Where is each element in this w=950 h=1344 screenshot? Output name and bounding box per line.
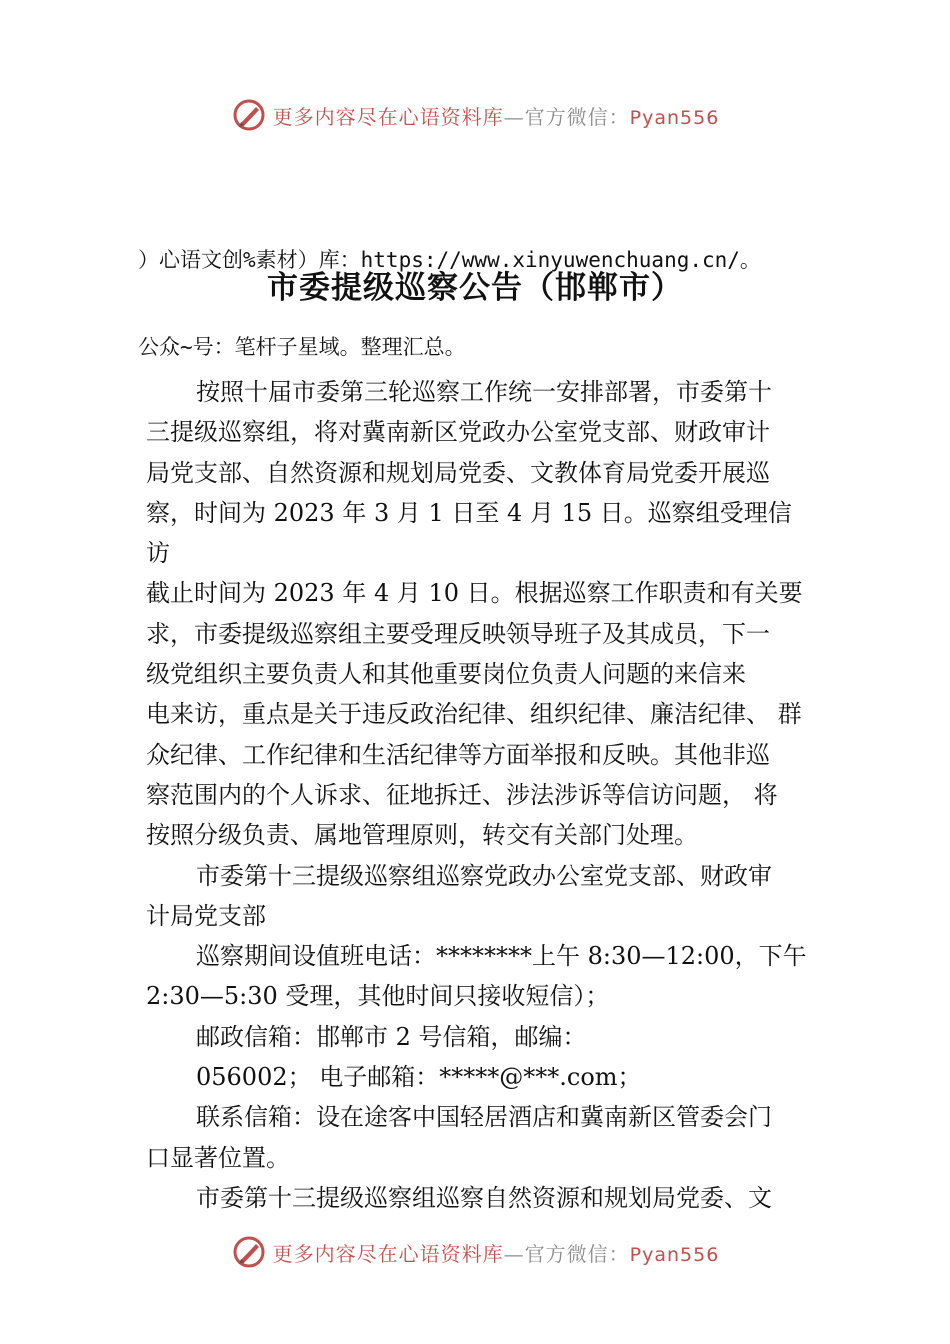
body-line: 电来访，重点是关于违反政治纪律、组织纪律、廉洁纪律、 群 [146, 700, 802, 729]
banner-separator: — [503, 1241, 525, 1266]
body-line: 众纪律、工作纪律和生活纪律等方面举报和反映。其他非巡 [146, 740, 770, 769]
body-line: 级党组织主要负责人和其他重要岗位负责人问题的来信来 [146, 660, 746, 689]
body-line: 察，时间为 2023 年 3 月 1 日至 4 月 15 日。巡察组受理信 [146, 498, 792, 527]
banner-prefix: 更多内容尽在心语资料库 [272, 1241, 504, 1266]
body-line: 访 [146, 539, 170, 568]
banner-wechat-id: Pyan556 [629, 106, 720, 129]
body-line: 联系信箱：设在途客中国轻居酒店和冀南新区管委会门 [196, 1103, 772, 1132]
body-line: 市委第十三提级巡察组巡察自然资源和规划局党委、文 [196, 1183, 772, 1212]
body-line: 2:30—5:30 受理，其他时间只接收短信）； [146, 982, 610, 1011]
body-line: 三提级巡察组，将对冀南新区党政办公室党支部、财政审计 [146, 418, 770, 447]
footer-banner [0, 1232, 950, 1272]
body-line: 察范围内的个人诉求、征地拆迁、涉法涉诉等信访问题， 将 [146, 780, 778, 809]
source-line-1: ）心语文创%素材）库：https://www.xinyuwenchuang.cn/。 [138, 248, 761, 272]
source-line-2: 公众~号：笔杆子星域。整理汇总。 [138, 335, 466, 359]
banner-prefix: 更多内容尽在心语资料库 [272, 104, 504, 129]
banner-separator: — [503, 104, 525, 129]
body-line: 按照分级负责、属地管理原则，转交有关部门处理。 [146, 821, 698, 850]
body-line: 计局党支部 [146, 901, 266, 930]
body-line: 市委第十三提级巡察组巡察党政办公室党支部、财政审 [196, 861, 772, 890]
body-line: 056002； 电子邮箱：*****@***.com； [196, 1063, 642, 1092]
body-line: 求，市委提级巡察组主要受理反映领导班子及其成员，下一 [146, 619, 770, 648]
document-body [146, 372, 826, 1218]
body-line: 巡察期间设值班电话：********上午 8:30—12:00，下午 [196, 942, 807, 971]
page-title: 市委提级巡察公告（邯郸市） [267, 270, 683, 306]
body-line: 局党支部、自然资源和规划局党委、文教体育局党委开展巡 [146, 458, 770, 487]
pen-circle-logo-icon [231, 1234, 267, 1270]
body-line: 截止时间为 2023 年 4 月 10 日。根据巡察工作职责和有关要 [146, 579, 803, 608]
header-banner [0, 95, 950, 135]
banner-text [273, 1238, 720, 1267]
pen-circle-logo-icon [231, 97, 267, 133]
banner-wechat-id: Pyan556 [629, 1243, 720, 1266]
banner-wechat-label: 官方微信： [524, 1241, 630, 1266]
body-line: 按照十届市委第三轮巡察工作统一安排部署，市委第十 [196, 378, 772, 406]
banner-text [273, 101, 720, 130]
body-line: 邮政信箱：邯郸市 2 号信箱，邮编： [196, 1022, 587, 1051]
banner-wechat-label: 官方微信： [524, 104, 630, 129]
body-line: 口显著位置。 [146, 1143, 290, 1172]
